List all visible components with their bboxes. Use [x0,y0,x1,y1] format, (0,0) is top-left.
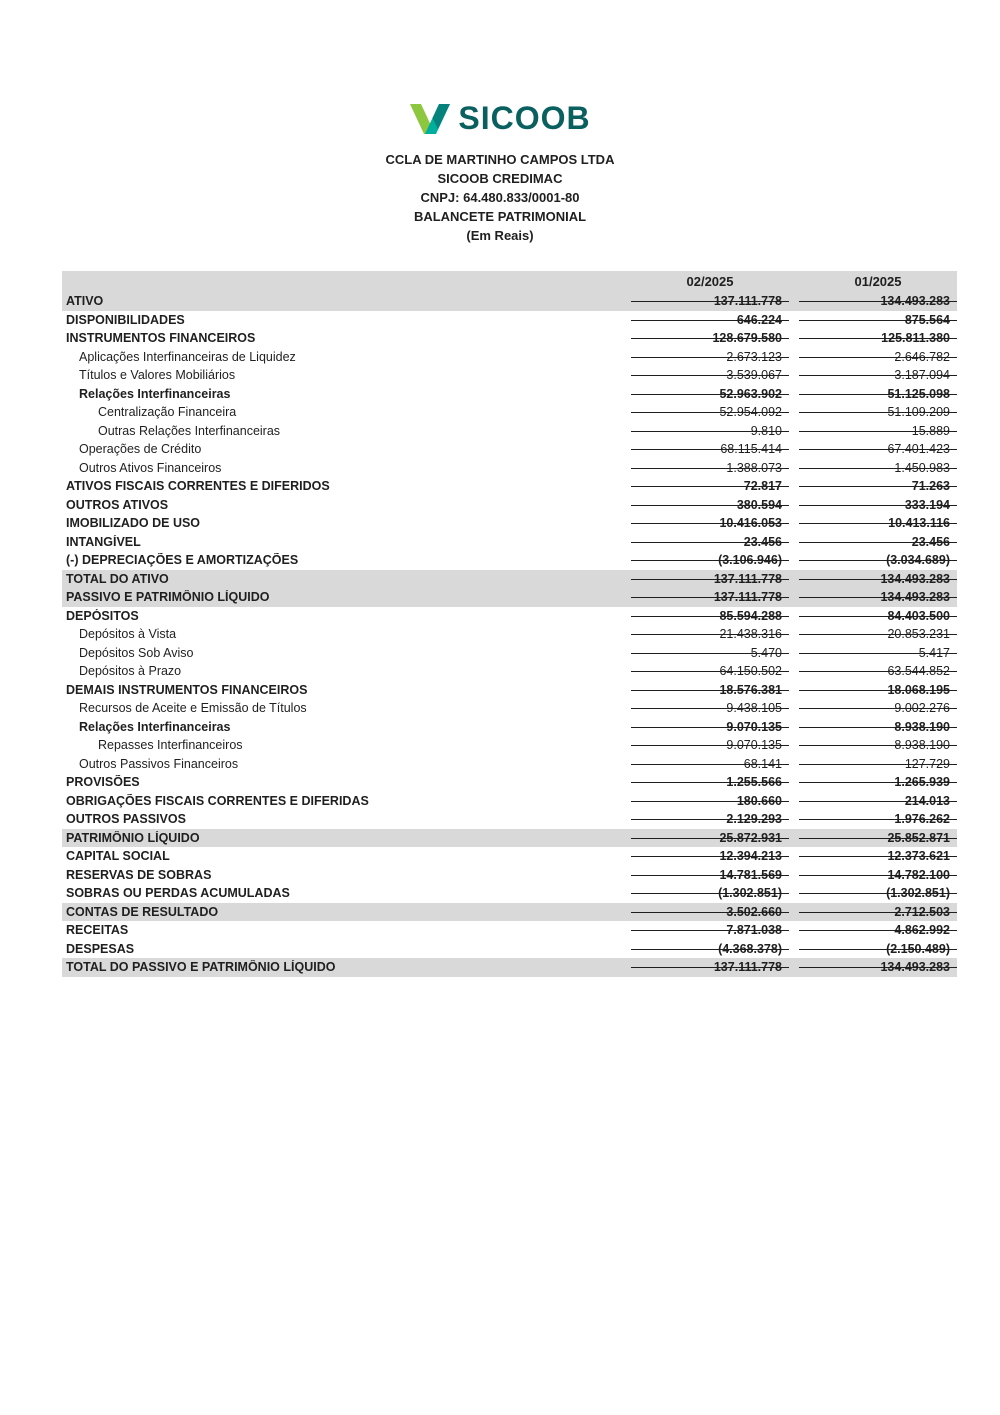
value-text: 21.438.316 [719,627,782,642]
row-label: RECEITAS [66,923,129,938]
row-label: Operações de Crédito [79,442,202,457]
value-text: 72.817 [743,479,782,494]
value-text: 875.564 [904,312,950,327]
entity-name: SICOOB CREDIMAC [437,171,563,186]
row-value-02-2025 [631,699,789,718]
report-title: BALANCETE PATRIMONIAL [413,209,587,224]
table-row [62,311,957,330]
value-text: 1.388.073 [726,460,782,475]
row-value-01-2025 [799,625,957,644]
table-row [62,477,957,496]
table-row [62,625,957,644]
table-row [62,903,957,922]
row-label: INTANGÍVEL [66,534,141,549]
row-label: Repasses Interfinanceiros [98,738,243,753]
value-text: 67.401.423 [887,442,950,457]
value-text: 1.976.262 [894,812,950,827]
value-text: (2.150.489) [886,941,950,956]
row-label: INSTRUMENTOS FINANCEIROS [66,331,256,346]
value-text: 1.255.566 [726,775,782,790]
value-text: 134.493.283 [880,590,950,605]
row-value-01-2025 [799,718,957,737]
row-value-02-2025 [631,329,789,348]
value-text: 2.712.503 [894,904,950,919]
value-text: 71.263 [911,479,950,494]
row-value-01-2025 [799,792,957,811]
value-text: 64.150.502 [719,664,782,679]
table-row [62,588,957,607]
row-value-02-2025 [631,292,789,311]
row-label: DEMAIS INSTRUMENTOS FINANCEIROS [66,682,308,697]
value-text: 3.539.067 [726,368,782,383]
table-row [62,755,957,774]
value-text: 8.938.190 [894,719,950,734]
value-text: 52.954.092 [719,405,782,420]
table-row [62,866,957,885]
table-row [62,718,957,737]
table-row [62,551,957,570]
report-header [0,150,1000,245]
row-value-01-2025 [799,422,957,441]
value-text: 380.594 [736,497,782,512]
row-label: DEPÓSITOS [66,608,139,623]
row-label: Outras Relações Interfinanceiras [98,423,281,438]
table-row [62,940,957,959]
table-row [62,348,957,367]
table-row [62,329,957,348]
table-row [62,921,957,940]
row-value-01-2025 [799,477,957,496]
row-value-02-2025 [631,607,789,626]
table-row [62,644,957,663]
table-row [62,662,957,681]
row-value-01-2025 [799,459,957,478]
row-label: Relações Interfinanceiras [79,719,231,734]
value-text: (3.106.946) [718,553,782,568]
value-text: 85.594.288 [719,608,782,623]
row-label: DISPONIBILIDADES [66,312,185,327]
row-label: Relações Interfinanceiras [79,386,231,401]
value-text: 9.070.135 [726,719,782,734]
row-label: Depósitos à Prazo [79,664,182,679]
value-text: 10.416.053 [719,516,782,531]
table-row [62,403,957,422]
row-value-02-2025 [631,588,789,607]
value-text: 5.417 [918,645,950,660]
value-text: 84.403.500 [887,608,950,623]
table-row [62,773,957,792]
row-value-01-2025 [799,866,957,885]
row-value-02-2025 [631,681,789,700]
value-text: 8.938.190 [894,738,950,753]
row-label: SOBRAS OU PERDAS ACUMULADAS [66,886,290,901]
table-row [62,533,957,552]
row-value-02-2025 [631,348,789,367]
row-value-02-2025 [631,792,789,811]
row-value-02-2025 [631,385,789,404]
value-text: 10.413.116 [888,516,950,531]
row-value-01-2025 [799,292,957,311]
row-value-02-2025 [631,829,789,848]
table-row [62,514,957,533]
value-text: 134.493.283 [880,960,950,975]
row-value-01-2025 [799,940,957,959]
row-value-02-2025 [631,403,789,422]
value-text: 137.111.778 [713,960,782,975]
value-text: 1.265.939 [894,775,950,790]
row-value-02-2025 [631,718,789,737]
row-value-02-2025 [631,662,789,681]
row-value-02-2025 [631,847,789,866]
row-value-01-2025 [799,662,957,681]
row-value-01-2025 [799,570,957,589]
row-value-01-2025 [799,847,957,866]
value-text: 14.782.100 [887,867,950,882]
row-value-02-2025 [631,496,789,515]
value-text: 18.068.195 [887,682,950,697]
table-row [62,570,957,589]
table-header-row [62,271,957,292]
row-label: PATRIMÔNIO LÍQUIDO [66,830,200,845]
table-row [62,847,957,866]
value-text: 12.373.621 [887,849,950,864]
row-value-01-2025 [799,533,957,552]
value-text: 125.811.380 [881,331,950,346]
row-value-01-2025 [799,403,957,422]
value-text: 51.125.098 [887,386,950,401]
table-row [62,681,957,700]
row-value-01-2025 [799,551,957,570]
table-row [62,292,957,311]
value-text: 134.493.283 [880,571,950,586]
row-value-02-2025 [631,625,789,644]
table-row [62,884,957,903]
value-text: 2.673.123 [726,349,782,364]
table-row [62,459,957,478]
row-value-02-2025 [631,903,789,922]
row-value-01-2025 [799,329,957,348]
table-row [62,440,957,459]
value-text: 23.456 [911,534,950,549]
row-value-02-2025 [631,440,789,459]
row-label: Depósitos à Vista [79,627,177,642]
value-text: 7.871.038 [726,923,782,938]
value-text: (3.034.689) [886,553,950,568]
row-value-02-2025 [631,366,789,385]
row-value-01-2025 [799,385,957,404]
value-text: 12.394.213 [719,849,782,864]
row-value-01-2025 [799,607,957,626]
row-value-01-2025 [799,755,957,774]
value-text: 9.810 [750,423,782,438]
value-text: 137.111.778 [713,571,782,586]
row-value-01-2025 [799,588,957,607]
row-label: Depósitos Sob Aviso [79,645,194,660]
table-row [62,736,957,755]
row-label: OUTROS PASSIVOS [66,812,186,827]
value-text: 128.679.580 [712,331,782,346]
value-text: (1.302.851) [718,886,782,901]
value-text: 51.109.209 [887,405,950,420]
value-text: 9.438.105 [726,701,782,716]
row-value-02-2025 [631,311,789,330]
table-row [62,496,957,515]
row-value-01-2025 [799,736,957,755]
row-label: IMOBILIZADO DE USO [66,516,201,531]
row-value-01-2025 [799,514,957,533]
sicoob-logo-icon [409,101,451,137]
row-value-01-2025 [799,681,957,700]
row-value-01-2025 [799,958,957,977]
table-row [62,792,957,811]
cnpj-line: CNPJ: 64.480.833/0001-80 [420,190,580,205]
table-row [62,829,957,848]
row-label: CAPITAL SOCIAL [66,849,170,864]
value-text: 9.002.276 [894,701,950,716]
row-value-01-2025 [799,829,957,848]
value-text: 9.070.135 [726,738,782,753]
row-value-01-2025 [799,366,957,385]
row-value-02-2025 [631,477,789,496]
value-text: (4.368.378) [718,941,782,956]
row-label: Aplicações Interfinanceiras de Liquidez [79,349,296,364]
table-row [62,810,957,829]
row-label: TOTAL DO PASSIVO E PATRIMÔNIO LÍQUIDO [66,960,336,975]
table-body [62,292,957,977]
row-value-02-2025 [631,514,789,533]
table-row [62,607,957,626]
value-text: 68.115.414 [720,442,782,457]
sicoob-logo-wordmark: SICOOB [458,100,591,136]
row-value-01-2025 [799,644,957,663]
table-row [62,699,957,718]
row-label: RESERVAS DE SOBRAS [66,867,212,882]
value-text: 5.470 [750,645,782,660]
value-text: 3.187.094 [894,368,950,383]
row-value-02-2025 [631,940,789,959]
value-text: 23.456 [743,534,782,549]
row-label: CONTAS DE RESULTADO [66,904,219,919]
row-value-02-2025 [631,755,789,774]
value-text: 180.660 [736,793,782,808]
value-text: (1.302.851) [886,886,950,901]
row-value-02-2025 [631,533,789,552]
value-text: 127.729 [904,756,950,771]
row-label: ATIVO [66,294,104,309]
row-value-02-2025 [631,884,789,903]
row-label: Centralização Financeira [98,405,237,420]
currency-note: (Em Reais) [466,228,534,243]
value-text: 15.889 [911,423,950,438]
row-value-02-2025 [631,921,789,940]
balance-table [62,271,957,977]
value-text: 214.013 [904,793,950,808]
value-text: 134.493.283 [880,294,950,309]
table-row [62,958,957,977]
company-name: CCLA DE MARTINHO CAMPOS LTDA [385,152,615,167]
row-label: (-) DEPRECIAÇÕES E AMORTIZAÇÕES [66,553,299,568]
column-header-period-2: 01/2025 [854,274,902,289]
row-value-01-2025 [799,903,957,922]
row-label: OBRIGAÇÕES FISCAIS CORRENTES E DIFERIDAS [66,793,369,808]
row-value-01-2025 [799,810,957,829]
value-text: 646.224 [736,312,782,327]
row-label: TOTAL DO ATIVO [66,571,169,586]
row-label: DESPESAS [66,941,135,956]
row-value-02-2025 [631,773,789,792]
row-label: OUTROS ATIVOS [66,497,169,512]
row-value-02-2025 [631,958,789,977]
row-label: PASSIVO E PATRIMÔNIO LÍQUIDO [66,590,270,605]
row-value-02-2025 [631,810,789,829]
sicoob-logo [0,0,1000,137]
row-label: ATIVOS FISCAIS CORRENTES E DIFERIDOS [66,479,330,494]
value-text: 4.862.992 [894,923,950,938]
row-label: Títulos e Valores Mobiliários [79,368,236,383]
column-header-period-1: 02/2025 [686,274,734,289]
value-text: 2.646.782 [894,349,950,364]
row-value-02-2025 [631,866,789,885]
value-text: 25.872.931 [719,830,782,845]
row-value-01-2025 [799,440,957,459]
row-label: Outros Ativos Financeiros [79,460,222,475]
row-value-01-2025 [799,699,957,718]
row-value-02-2025 [631,551,789,570]
value-text: 3.502.660 [726,904,782,919]
row-label: Recursos de Aceite e Emissão de Títulos [79,701,307,716]
row-value-01-2025 [799,773,957,792]
value-text: 137.111.778 [713,294,782,309]
row-value-02-2025 [631,459,789,478]
row-value-02-2025 [631,644,789,663]
value-text: 2.129.293 [726,812,782,827]
table-row [62,366,957,385]
value-text: 333.194 [904,497,950,512]
value-text: 20.853.231 [887,627,950,642]
table-row [62,385,957,404]
value-text: 137.111.778 [713,590,782,605]
value-text: 52.963.902 [719,386,782,401]
row-label: PROVISÕES [66,775,140,790]
row-value-01-2025 [799,311,957,330]
row-label: Outros Passivos Financeiros [79,756,239,771]
value-text: 63.544.852 [887,664,950,679]
value-text: 25.852.871 [887,830,950,845]
value-text: 18.576.381 [719,682,782,697]
row-value-01-2025 [799,348,957,367]
value-text: 1.450.983 [894,460,950,475]
row-value-02-2025 [631,736,789,755]
value-text: 14.781.569 [719,867,782,882]
table-row [62,422,957,441]
value-text: 68.141 [743,756,782,771]
row-value-02-2025 [631,422,789,441]
row-value-01-2025 [799,884,957,903]
row-value-01-2025 [799,496,957,515]
row-value-02-2025 [631,570,789,589]
row-value-01-2025 [799,921,957,940]
